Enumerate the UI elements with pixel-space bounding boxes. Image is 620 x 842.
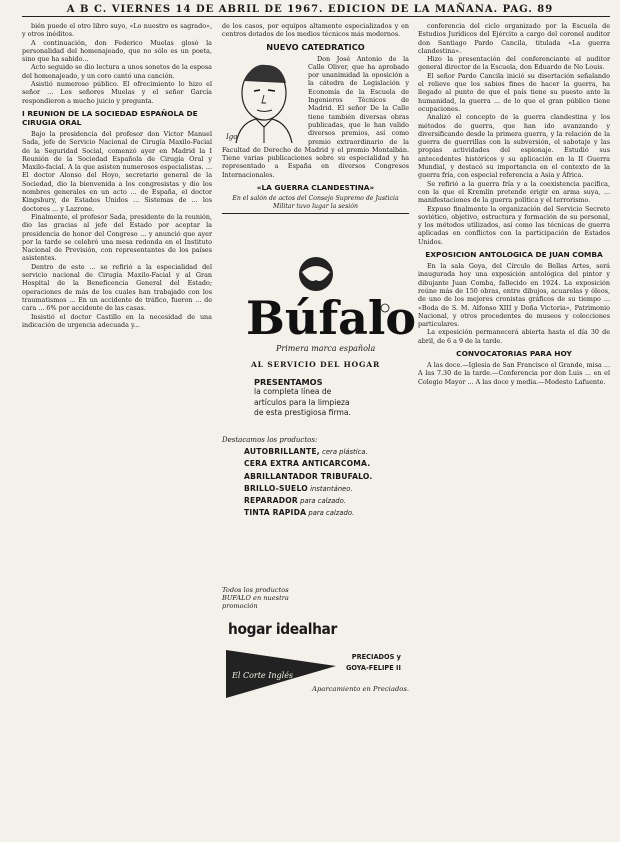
product-item: ABRILLANTADOR TRIBUFALO. xyxy=(244,471,373,481)
product-item: CERA EXTRA ANTICARCOMA. xyxy=(244,459,371,469)
paragraph: Hizo la presentación del conferenciante el auditor general director de la Escuela, don Eduardo de No Louis. xyxy=(418,55,610,72)
paragraph: En la sala Goya, del Círculo de Bellas Artes, será inaugurada hoy una exposición antológica del pintor y dibujante Juan Comba, fallecido en 1924. La exposición reúne más de 150 obras, entre dibujos, acuarelas y óleos, de uno de los mejores cronistas gráficos de su tiempo ... «Boda de S. M. Alfonso XIII y Doña Victoria», Patrimonio Nacional, y otros procedentes de museos y colecciones particulares. xyxy=(418,262,610,329)
bufalo-logo xyxy=(242,256,417,345)
paragraph: El señor Pardo Cancila inició su disertación señalando el relieve que los sabios fines de hacer la guerra, ha llegado al punto de que el país tiene su puesto ante la humanidad, la guerra ... de lo que el gran público tiene ocupaciones. xyxy=(418,71,610,113)
ad-service-line: AL SERVICIO DEL HOGAR xyxy=(250,360,381,369)
product-item: REPARADOR para calzado. xyxy=(244,496,346,506)
product-item: BRILLO-SUELO instantáneo. xyxy=(244,483,353,493)
brand-tagline: Primera marca española xyxy=(276,344,376,353)
paragraph: Finalmente, el profesor Sada, presidente de la reunión, dio las gracias al jefe del Estado por aceptar la presidencia de honor del Congreso ... y anunció que ayer por la tarde se celebró una mesa redonda en el Instituto Nacional de Previsión, con representantes de los países asistentes. xyxy=(22,212,212,263)
column-left xyxy=(22,22,212,832)
product-list xyxy=(244,446,409,520)
present-heading: PRESENTAMOS xyxy=(254,377,323,387)
products-promotion: Todos los productos BUFALO en nuestra promoción xyxy=(222,586,289,610)
paragraph: Expuso finalmente la organización del Servicio Secreto soviético, objetivo, estructura y formación de su personal, y los métodos utilizados, así como las técnicas de guerra aplicadas en conflictos con la participación de Estados Unidos. xyxy=(418,204,610,246)
brand-name: Búfalo xyxy=(246,291,417,345)
product-item: AUTOBRILLANTE, cera plástica. xyxy=(244,447,368,456)
headline-convocatorias: CONVOCATORIAS PARA HOY xyxy=(456,348,572,358)
caption: En el salón de actos del Consejo Supremo de Justicia Militar tuvo lugar la sesión xyxy=(222,195,409,214)
paragraph: A continuación, don Federico Muelas glosó la personalidad del homenajeado, que no sólo es un poeta, sino que ha sabido... xyxy=(22,38,212,64)
paragraph: bién puede el otro libro suyo, «Lo nuestro es sagrado», y otros inéditos. xyxy=(22,22,212,39)
product-item: TINTA RAPIDA para calzado. xyxy=(244,508,355,518)
column-middle xyxy=(222,22,409,232)
paragraph: de los casos, por equipos altamente especializados y en centros dotados de los medios técnicos más modernos. xyxy=(222,22,409,39)
paragraph: Acto seguido se dio lectura a unos sonetos de la esposa del homenajeado, y un coro cantó una canción. xyxy=(22,63,212,80)
parking-note: Aparcamiento en Preciados. xyxy=(312,685,409,693)
portrait-signature: Igo xyxy=(226,132,238,141)
paragraph: Analizó el concepto de la guerra clandestina y los métodos de guerra, que han ido avanzando y diversificando desde la primera guerra, y la relación de la guerra de guerrillas con la subversión, el sabotaje y las propias actividades del espionaje. Estudió sus antecedentes históricos y su aplicación en la II Guerra Mundial, y destacó su importancia en el contexto de la guerra fría, con especial referencia a Asia y África. xyxy=(418,113,610,180)
headline-nuevo-catedratico: NUEVO CATEDRATICO xyxy=(266,41,365,52)
paragraph: Se refirió a la guerra fría y a la coexistencia pacífica, con la que el Kremlin pretende erigir en arma suya, ... manifestaciones de la guerra política y el terrorismo. xyxy=(418,179,610,205)
headline-guerra-clandestina: «LA GUERRA CLANDESTINA» xyxy=(256,183,375,193)
paragraph: conferencia del ciclo organizado por la Escuela de Estudios Jurídicos del Ejército a cargo del coronel auditor don Santiago Pardo Cancila, titulada «La guerra clandestina». xyxy=(418,22,610,55)
masthead: A B C. VIERNES 14 DE ABRIL DE 1967. EDICION DE LA MAÑANA. PAG. 89 xyxy=(66,4,554,15)
bufalo-advertisement xyxy=(222,236,417,836)
present-line: la completa línea de xyxy=(254,387,332,397)
headline-cirugia-oral: I REUNION DE LA SOCIEDAD ESPAÑOLA DE CIRUGIA ORAL xyxy=(22,108,198,127)
present-line: artículos para la limpieza xyxy=(254,397,350,407)
paragraph: A las doce.—Iglesia de San Francisco el Grande, misa ... A las 7.30 de la tarde.—Conferencia por don Luis ... en el Colegio Mayor ... A las doce y media.—Modesto Lafuente. xyxy=(418,360,610,386)
paragraph: Insistió el doctor Castillo en la necesidad de una indicación de urgencia adecuada y... xyxy=(22,312,212,329)
headline-exposicion-comba: EXPOSICION ANTOLOGICA DE JUAN COMBA xyxy=(425,250,603,260)
store-address: PRECIADOS y GOYA-FELIPE II xyxy=(346,653,401,672)
paragraph: Dentro de este ... se refirió a la especialidad del servicio nacional de Cirugía Maxilo-Facial y al Gran Hospital de la Beneficencia General del Estado; operaciones de más de los cuales han trabajado con los traumatismos ... En un accidente de tráfico, fueron ... de cara ... 6% por accidente de las casas. xyxy=(22,262,212,313)
paragraph: Don José Antonio de la Calle Oliver, que ha aprobado por unanimidad la oposición a la cátedra de Legislación y Economía de la Escuela de Ingenieros Técnicos de Madrid. El señor De la Calle tiene también diversas obras publicadas, que le han valido diversos premios, así como premio extraordinario de la Facultad de Derecho de Madrid y el premio Montalbán. Tiene varias publicaciones sobre su especialidad y ha representado a España en diversos Congresos Internacionales. xyxy=(222,54,409,179)
masthead-rule xyxy=(22,16,610,17)
paragraph: Bajo la presidencia del profesor don Víctor Manuel Sada, jefe de Servicio Nacional de Cirugía Maxilo-Facial de la Seguridad Social, comenzó ayer en Madrid la I Reunión de la Sociedad Española de Cirugía Oral y Maxilo-facial. A la que asisten numerosos especialistas. ... El doctor Alonso del Hoyo, secretario general de la Sociedad, dio la bienvenida a los congresistas y dio los nombres generales en un acto ... de España, el doctor Kingsbury, de Estados Unidos ... Sistemas de ... los doctores ... y Lazrone. xyxy=(22,129,212,213)
portrait-illustration xyxy=(222,55,302,143)
paragraph: Asistió numeroso público. El ofrecimiento lo hizo el señor ... Los señores Muelas y el señor García respondieron a mucho juicio y pregunta. xyxy=(22,80,212,105)
svg-text:El Corte Inglés: El Corte Inglés xyxy=(232,671,294,680)
present-line: de esta prestigiosa firma. xyxy=(254,408,351,418)
products-intro: Destacamos los productos: xyxy=(222,436,318,444)
ad-present-block xyxy=(254,377,394,419)
paragraph: La exposición permanecerá abierta hasta el día 30 de abril, de 6 a 9 de la tarde. xyxy=(418,328,610,345)
column-right xyxy=(418,22,610,832)
store-name: hogar idealhar xyxy=(228,620,337,638)
